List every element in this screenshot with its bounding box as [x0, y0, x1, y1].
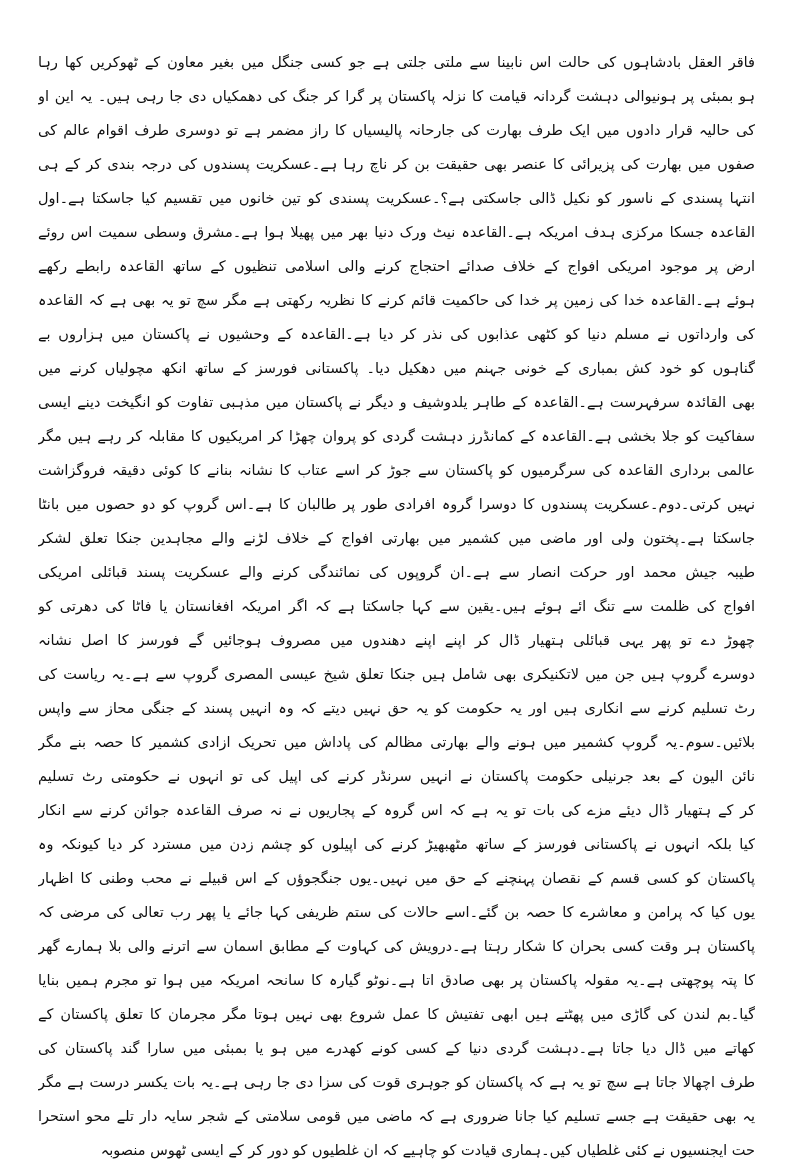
text-line: سفاکیت کو جلا بخشی ہے۔القاعدہ کے کمانڈرز دہشت گردی کو پروان چھڑا کر امریکیوں کا مقابلہ کر رہے ہیں مگر: [38, 429, 755, 445]
text-line: گیا۔بم لندن کی گاڑی میں پھٹتے ہیں ابھی تفتیش کا عمل شروع بھی نہیں ہوتا مگر مجرمان کا تعلق پاکستان کے: [38, 1007, 755, 1023]
text-line: القاعدہ جسکا مرکزی ہدف امریکہ ہے۔القاعدہ نیٹ ورک دنیا بھر میں پھیلا ہوا ہے۔مشرق وسطی سمیت اس روئے: [38, 225, 755, 241]
text-line: حت ایجنسیوں نے کئی غلطیاں کیں۔ہماری قیادت کو چاہیے کہ ان غلطیوں کو دور کر کے ایسی ٹھوس منصوبہ: [100, 1143, 755, 1159]
text-line: یوں کیا کہ پرامن و معاشرے کا حصہ بن گئے۔اسے حالات کی ستم ظریفی کہا جائے یا پھر رب تعالی کی مرضی کہ: [38, 905, 755, 921]
text-line: کی وارداتوں نے مسلم دنیا کو کٹھی عذابوں کی نذر کر دیا ہے۔القاعدہ کے وحشیوں نے پاکستان میں ہزاروں بے: [38, 327, 755, 343]
text-line: رٹ تسلیم کرنے سے انکاری ہیں اور یہ حکومت کو یہ حق نہیں دیتے کہ وہ انہیں پسند کے جنگی محاز سے واپس: [38, 701, 755, 717]
text-line: دوسرے گروپ ہیں جن میں لاتکنیکری بھی شامل ہیں جنکا تعلق شیخ عیسی المصری گروپ سے ہے۔یہ ریاست کی: [38, 667, 755, 683]
text-line: نائن الیون کے بعد جرنیلی حکومت پاکستان نے انہیں سرنڈر کرنے کی اپیل کی تو انہوں نے حکومتی رٹ تسلیم: [38, 769, 755, 785]
text-line: ہوئے ہے۔القاعدہ خدا کی زمین پر خدا کی حاکمیت قائم کرنے کا نظریہ رکھتی ہے مگر سچ تو یہ بھی ہے کہ القاعدہ: [38, 293, 755, 309]
text-line: بھی القائدہ سرفہرست ہے۔القاعدہ کے طاہر یلدوشیف و دیگر نے پاکستان میں مذہبی تفاوت کو انگیخت دینے ایسی: [38, 395, 755, 411]
article-body: [38, 46, 755, 1168]
text-line: افواج کی ظلمت سے تنگ ائے ہوئے ہیں۔یقین سے کہا جاسکتا ہے کہ اگر امریکہ افغانستان یا فاٹا کی دھرتی کو: [38, 599, 755, 615]
text-line: کیا بلکہ انہوں نے پاکستانی فورسز کے ساتھ مٹھبھیڑ کرنے کی اپیلوں کو چشم زدن میں مسترد کر دیا کیونکہ وہ: [38, 837, 755, 853]
text-line: عالمی برداری القاعدہ کی سرگرمیوں کو پاکستان سے جوڑ کر اسے عتاب کا نشانہ بنانے کا کوئی دقیقہ فروگزاشت: [38, 463, 755, 479]
text-line: جاسکتا ہے۔پختون ولی اور ماضی میں کشمیر میں بھارتی افواج کے خلاف لڑنے والے مجاہدین جنکا تعلق لشکر: [38, 531, 755, 547]
text-line: فاقر العقل بادشاہوں کی حالت اس نابینا سے ملتی جلتی ہے جو کسی جنگل میں بغیر معاون کے ٹھوکریں کھا رہا: [38, 55, 755, 71]
text-line: یہ بھی حقیقت ہے جسے تسلیم کیا جانا ضروری ہے کہ ماضی میں قومی سلامتی کے شجر سایہ دار تلے محو استحرا: [38, 1109, 755, 1125]
text-line: پاکستان کو کسی قسم کے نقصان پہنچنے کے حق میں نہیں۔یوں جنگجوؤں کے اس قبیلے نے محب وطنی کا اظہار: [38, 871, 755, 887]
text-line: کر کے ہتھیار ڈال دیئے مزے کی بات تو یہ ہے کہ اس گروہ کے پجاریوں نے نہ صرف القاعدہ جوائن کرنے سے انکار: [38, 803, 755, 819]
text-line: پاکستان ہر وقت کسی بحران کا شکار رہتا ہے۔درویش کی کہاوت کے مطابق اسمان سے اترنے والی بلا ہمارے گھر: [38, 939, 755, 955]
text-line: ارض پر موجود امریکی افواج کے خلاف صدائے احتجاج کرنے والی اسلامی تنظیوں کے ساتھ القاعدہ رابطے رکھے: [38, 259, 755, 275]
text-line: طرف اچھالا جاتا ہے سچ تو یہ ہے کہ پاکستان کو جوہری قوت کی سزا دی جا رہی ہے۔یہ بات یکسر درست ہے مگر: [38, 1075, 755, 1091]
text-line: چھوڑ دے تو پھر یہی قبائلی ہتھیار ڈال کر اپنے اپنے دھندوں میں مصروف ہوجائیں گے فورسز کا اصل نشانہ: [38, 633, 755, 649]
text-line: صفوں میں بھارت کی پزیرائی کا عنصر بھی حقیقت بن کر ناچ رہا ہے۔عسکریت پسندوں کی درجہ بندی کر کے ہی: [38, 157, 755, 173]
text-line: گناہوں کو خود کش بمباری کے خونی جہنم میں دھکیل دیا۔ پاکستانی فورسز کے ساتھ انکھ مچولیاں کرنے میں: [38, 361, 755, 377]
text-line: ہو بمبئی پر ہونیوالی دہشت گردانہ قیامت کا نزلہ پاکستان پر گرا کر جنگ کی دھمکیاں دی جا رہی ہیں۔ یہ این او: [38, 89, 755, 105]
text-line: کھاتے میں ڈال دیا جاتا ہے۔دہشت گردی دنیا کے کسی کونے کھدرے میں ہو یا بمبئی میں سارا گند پاکستان کی: [38, 1041, 755, 1057]
text-line: انتہا پسندی کے ناسور کو نکیل ڈالی جاسکتی ہے؟۔عسکریت پسندی کو تین خانوں میں تقسیم کیا جاسکتا ہے۔اول: [38, 191, 755, 207]
text-line: بلائیں۔سوم۔یہ گروپ کشمیر میں ہونے والے بھارتی مظالم کی پاداش میں تحریک ازادی کشمیر کا حصہ بنے مگر: [38, 735, 755, 751]
text-line: طیبہ جیش محمد اور حرکت انصار سے ہے۔ان گروپوں کی نمائندگی کرنے والے عسکریت پسند قبائلی امریکی: [38, 565, 755, 581]
text-line: کا پتہ پوچھتی ہے۔یہ مقولہ پاکستان پر بھی صادق اتا ہے۔نوٹو گیارہ کا سانحہ امریکہ میں ہوا تو مجرم ہمیں بنایا: [38, 973, 755, 989]
text-line: نہیں کرتی۔دوم۔عسکریت پسندوں کا دوسرا گروہ افرادی طور پر طالبان کا ہے۔اس گروپ کو دو حصوں میں بانٹا: [38, 497, 755, 513]
text-line: کی حالیہ قرار دادوں میں ایک طرف بھارت کی جارحانہ پالیسیاں کا راز مضمر ہے تو دوسری طرف اقوام عالم کی: [38, 123, 755, 139]
